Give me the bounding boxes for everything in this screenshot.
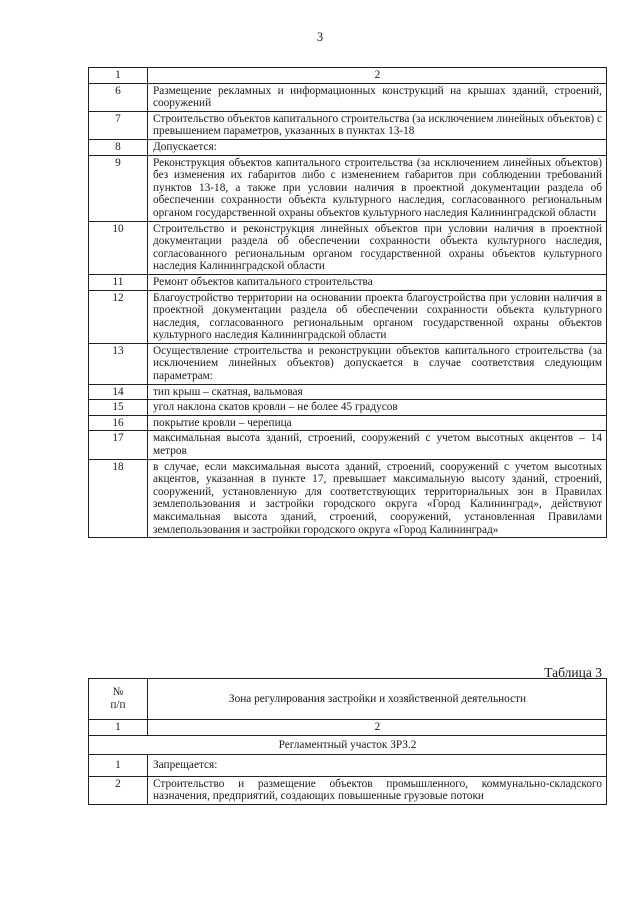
row-text: Благоустройство территории на основании проекта благоустройства при условии наличия в проектной документации раздела об обеспечении сохранности объекта культурного наследия, согласованного региональным органом государственной охраны объектов культурного наследия Калининградской области	[148, 290, 607, 343]
table-row	[89, 400, 607, 416]
table-row	[89, 83, 607, 111]
row-text: угол наклона скатов кровли – не более 45 градусов	[148, 400, 607, 416]
table-3	[88, 678, 607, 805]
table-row	[89, 221, 607, 274]
table-row	[89, 155, 607, 221]
zone-column-header: Зона регулирования застройки и хозяйственной деятельности	[148, 679, 607, 720]
row-text: Строительство объектов капитального строительства (за исключением линейных объектов) с превышением параметров, указанных в пунктах 13-18	[148, 111, 607, 139]
row-text: Ремонт объектов капитального строительства	[148, 274, 607, 290]
table-row	[89, 384, 607, 400]
row-number: 8	[89, 139, 148, 155]
table-3-caption: Таблица 3	[544, 665, 602, 680]
row-text: Размещение рекламных и информационных конструкций на крышах зданий, строений, сооружений	[148, 83, 607, 111]
row-number: 13	[89, 343, 148, 384]
row-number: 15	[89, 400, 148, 416]
row-number: 10	[89, 221, 148, 274]
row-number: 9	[89, 155, 148, 221]
column-text-header: 2	[148, 68, 607, 84]
row-number: 6	[89, 83, 148, 111]
row-number: 2	[89, 776, 148, 804]
row-number: 11	[89, 274, 148, 290]
row-text: тип крыш – скатная, вальмовая	[148, 384, 607, 400]
index-cell: 1	[89, 720, 148, 736]
row-number: 16	[89, 415, 148, 431]
table-header-row	[89, 679, 607, 720]
row-text: максимальная высота зданий, строений, сооружений с учетом высотных акцентов – 14 метров	[148, 431, 607, 459]
row-number: 14	[89, 384, 148, 400]
row-text: Допускается:	[148, 139, 607, 155]
row-text: Реконструкция объектов капитального строительства (за исключением линейных объектов) без изменения их габаритов либо с изменением габаритов при соблюдении требований пунктов 13-18, а также при условии наличия в проектной документации раздела об обеспечении сохранности объекта культурного наследия, согласованного региональным органом государственной охраны объектов культурного наследия Калининградской области	[148, 155, 607, 221]
table-row	[89, 274, 607, 290]
table-row	[89, 431, 607, 459]
table-header-row	[89, 68, 607, 84]
row-text: в случае, если максимальная высота зданий, строений, сооружений с учетом высотных акцентов, указанная в пункте 17, превышает максимальную высоту зданий, строений, сооружений, установленную для соответствующих территориальных зон в Правилах землепользования и застройки городского округа «Город Калининград», действуют максимальная высота зданий, строений, сооружений, установленная Правилами землепользования и застройки городского округа «Город Калининград»	[148, 459, 607, 538]
column-number-header: 1	[89, 68, 148, 84]
row-number: 12	[89, 290, 148, 343]
row-number: 7	[89, 111, 148, 139]
row-text: покрытие кровли – черепица	[148, 415, 607, 431]
number-column-header: № п/п	[89, 679, 148, 720]
regulations-table-continued	[88, 67, 607, 538]
section-title: Регламентный участок ЗРЗ.2	[89, 735, 607, 755]
table-row	[89, 111, 607, 139]
row-text: Запрещается:	[148, 755, 607, 777]
table-row	[89, 776, 607, 804]
row-number: 17	[89, 431, 148, 459]
table-row	[89, 139, 607, 155]
row-number: 18	[89, 459, 148, 538]
row-text: Строительство и реконструкция линейных объектов при условии наличия в проектной документации раздела об обеспечении сохранности объекта культурного наследия, согласованного региональным органом государственной охраны объектов культурного наследия Калининградской области	[148, 221, 607, 274]
section-row	[89, 735, 607, 755]
index-cell: 2	[148, 720, 607, 736]
table-row	[89, 343, 607, 384]
table-row	[89, 290, 607, 343]
row-number: 1	[89, 755, 148, 777]
row-text: Строительство и размещение объектов промышленного, коммунально-складского назначения, предприятий, создающих повышенные грузовые потоки	[148, 776, 607, 804]
table-row	[89, 755, 607, 777]
row-text: Осуществление строительства и реконструкции объектов капитального строительства (за исключением линейных объектов) допускается в случае соответствия следующим параметрам:	[148, 343, 607, 384]
table-row	[89, 459, 607, 538]
page-number: 3	[316, 30, 324, 44]
table-index-row	[89, 720, 607, 736]
table-row	[89, 415, 607, 431]
